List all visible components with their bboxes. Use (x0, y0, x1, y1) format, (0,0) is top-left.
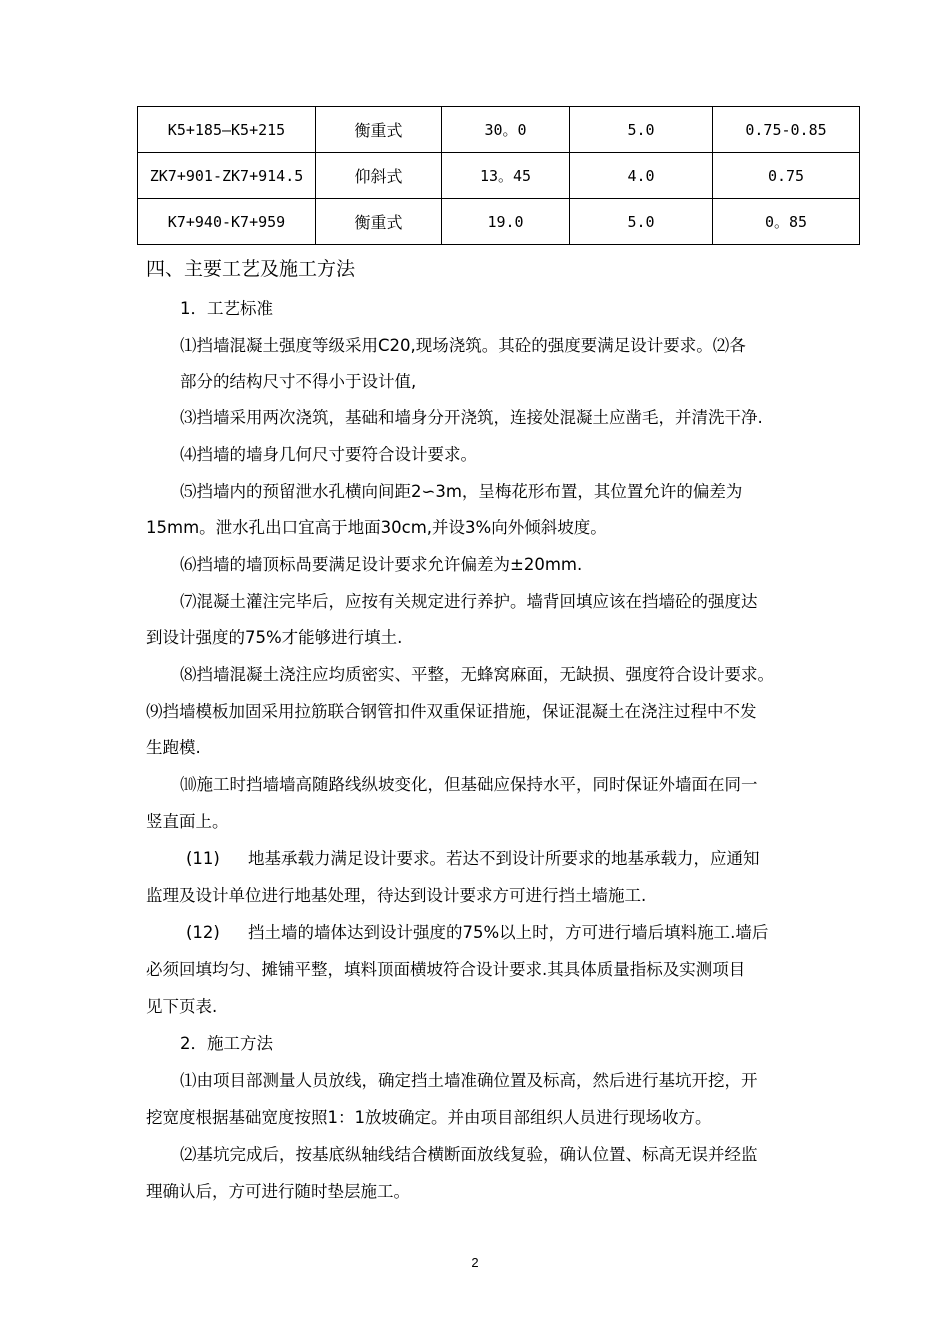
paragraph-line: 监理及设计单位进行地基处理，待达到设计要求方可进行挡土墙施工. (146, 886, 647, 905)
paragraph-line: 生跑模. (146, 738, 201, 757)
paragraph-line: 理确认后，方可进行随时垫层施工。 (146, 1182, 410, 1201)
paragraph-line: ⑸挡墙内的预留泄水孔横向间距2∽3m，呈梅花形布置，其位置允许的偏差为 (180, 482, 743, 501)
table-cell: 30。0 (442, 107, 570, 153)
item-number: (11) (186, 849, 220, 868)
paragraph-line: 挖宽度根据基础宽度按照1：1放坡确定。并由项目部组织人员进行现场收方。 (146, 1108, 712, 1127)
paragraph-line: 到设计强度的75%才能够进行填土. (146, 628, 403, 647)
table-cell: 5.0 (570, 107, 713, 153)
paragraph-line: ⑶挡墙采用两次浇筑，基础和墙身分开浇筑，连接处混凝土应凿毛，并清洗干净. (180, 408, 763, 427)
item-text: 挡土墙的墙体达到设计强度的75%以上时，方可进行墙后填料施工.墙后 (248, 923, 769, 942)
table-row (138, 199, 860, 245)
table-cell: 衡重式 (316, 199, 442, 245)
paragraph-line: 必须回填均匀、摊铺平整，填料顶面横坡符合设计要求.其具体质量指标及实测项目 (146, 960, 746, 979)
table-cell: 13。45 (442, 153, 570, 199)
table-cell: 0.75 (713, 153, 860, 199)
paragraph-line: ⑴由项目部测量人员放线，确定挡土墙准确位置及标高，然后进行基坑开挖，开 (180, 1071, 758, 1090)
table-row (138, 107, 860, 153)
paragraph-line: ⑺混凝土灌注完毕后，应按有关规定进行养护。墙背回填应该在挡墙砼的强度达 (180, 592, 758, 611)
paragraph-line: ⑼挡墙模板加固采用拉筋联合钢管扣件双重保证措施，保证混凝土在浇注过程中不发 (146, 702, 757, 721)
table-cell: K5+185—K5+215 (138, 107, 316, 153)
table-cell: 0.75-0.85 (713, 107, 860, 153)
table-row (138, 153, 860, 199)
item-text: 地基承载力满足设计要求。若达不到设计所要求的地基承载力，应通知 (248, 849, 760, 868)
paragraph-line: ⑵基坑完成后，按基底纵轴线结合横断面放线复验，确认位置、标高无误并经监 (180, 1145, 758, 1164)
paragraph-line: ⑴挡墙混凝土强度等级采用C20,现场浇筑。其砼的强度要满足设计要求。⑵各 (180, 336, 746, 355)
table-cell: 衡重式 (316, 107, 442, 153)
subsection-title: 2．施工方法 (180, 1034, 273, 1053)
paragraph-line: 部分的结构尺寸不得小于设计值, (180, 372, 417, 391)
table-cell: ZK7+901-ZK7+914.5 (138, 153, 316, 199)
paragraph-line: ⑷挡墙的墙身几何尺寸要符合设计要求。 (180, 445, 477, 464)
table-cell: 5.0 (570, 199, 713, 245)
paragraph-line: ⑽施工时挡墙墙高随路线纵坡变化，但基础应保持水平，同时保证外墙面在同一 (180, 775, 758, 794)
table-cell: K7+940-K7+959 (138, 199, 316, 245)
section-heading: 四、主要工艺及施工方法 (146, 258, 356, 280)
subsection-title: 1．工艺标准 (180, 299, 273, 318)
paragraph-line: 15mm。泄水孔出口宜高于地面30cm,并设3%向外倾斜坡度。 (146, 518, 607, 537)
table-cell: 19.0 (442, 199, 570, 245)
paragraph-line: 见下页表. (146, 997, 218, 1016)
paragraph-line (186, 921, 882, 945)
table-cell: 仰斜式 (316, 153, 442, 199)
table-cell: 0。85 (713, 199, 860, 245)
item-number: (12) (186, 923, 220, 942)
paragraph-line: ⑻挡墙混凝土浇注应均质密实、平整，无蜂窝麻面，无缺损、强度符合设计要求。 (180, 665, 774, 684)
paragraph-line (186, 847, 882, 871)
paragraph-line: 竖直面上。 (146, 812, 229, 831)
table-cell: 4.0 (570, 153, 713, 199)
retaining-wall-table (137, 106, 860, 245)
page-number: 2 (471, 1255, 479, 1270)
paragraph-line: ⑹挡墙的墙顶标咼要满足设计要求允许偏差为±20mm. (180, 555, 583, 574)
